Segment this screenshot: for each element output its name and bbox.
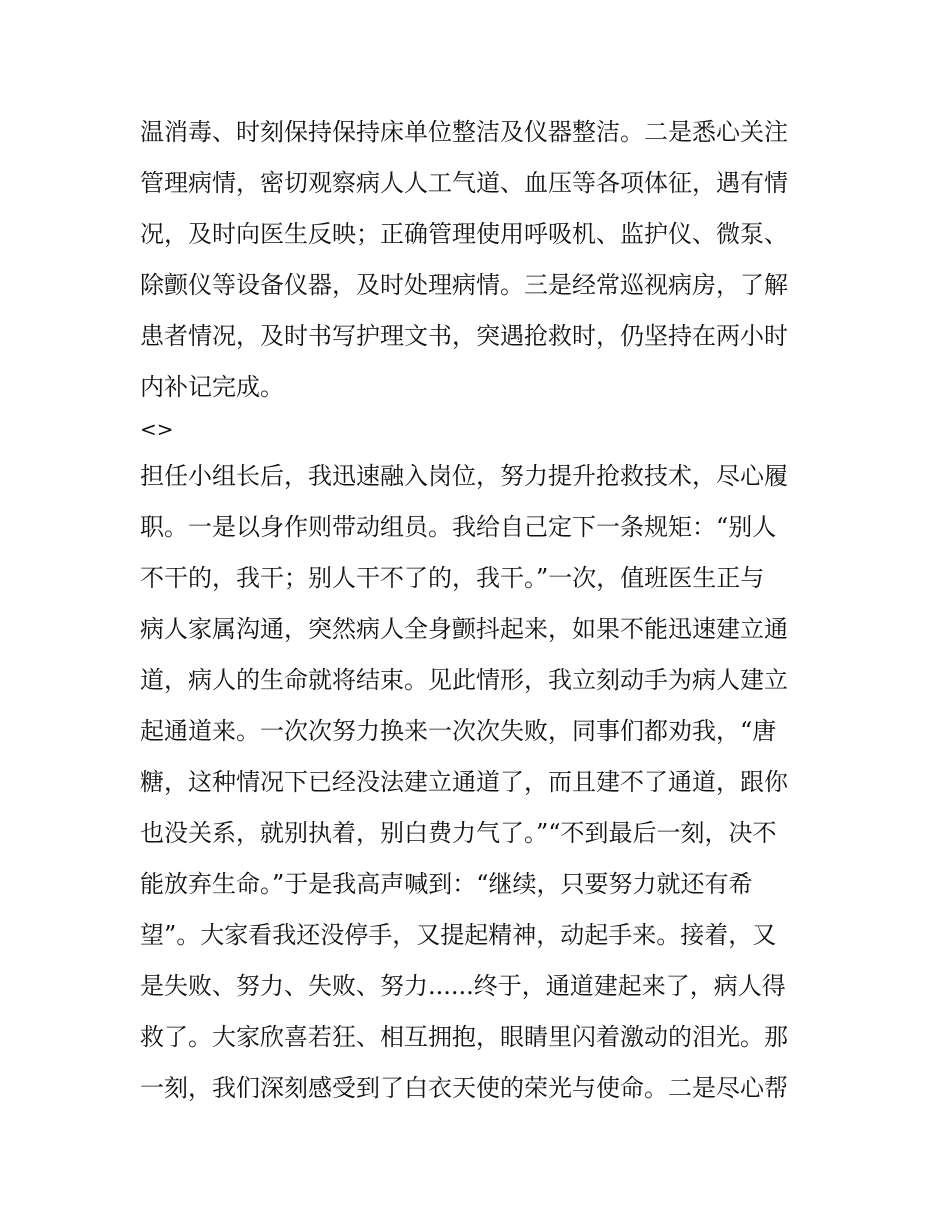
- paragraph-line: 管理病情，密切观察病人人工气道、血压等各项体征，遇有情: [140, 169, 788, 197]
- paragraph-line: 能放弃生命。”于是我高声喊到：“继续，只要努力就还有希: [140, 870, 753, 898]
- paragraph-line: 道，病人的生命就将结束。见此情形，我立刻动手为病人建立: [140, 666, 788, 694]
- paragraph-line: 职。一是以身作则带动组员。我给自己定下一条规矩：“别人: [140, 513, 777, 541]
- paragraph-line: 患者情况，及时书写护理文书，突遇抢救时，仍坚持在两小时: [140, 322, 788, 350]
- paragraph-line: 温消毒、时刻保持保持床单位整洁及仪器整洁。二是悉心关注: [140, 118, 788, 146]
- paragraph-line: 不干的，我干；别人干不了的，我干。”一次，值班医生正与: [140, 564, 765, 592]
- paragraph-line: 是失败、努力、失败、努力......终于，通道建起来了，病人得: [140, 972, 786, 1000]
- paragraph-1: [140, 107, 820, 413]
- paragraph-line: 病人家属沟通，突然病人全身颤抖起来，如果不能迅速建立通: [140, 615, 788, 643]
- paragraph-line: 除颤仪等设备仪器，及时处理病情。三是经常巡视病房，了解: [140, 271, 788, 299]
- paragraph-line: 内补记完成。: [140, 373, 284, 401]
- paragraph-line: 望”。大家看我还没停手，又提起精神，动起手来。接着，又: [140, 921, 777, 949]
- paragraph-line: 糖，这种情况下已经没法建立通道了，而且建不了通道，跟你: [140, 768, 788, 796]
- paragraph-line: 况，及时向医生反映；正确管理使用呼吸机、监护仪、微泵、: [140, 220, 788, 248]
- paragraph-line: 起通道来。一次次努力换来一次次失败，同事们都劝我，“唐: [140, 717, 777, 745]
- paragraph-line: 也没关系，就别执着，别白费力气了。”“不到最后一刻，决不: [140, 819, 777, 847]
- paragraph-line: 一刻，我们深刻感受到了白衣天使的荣光与使命。二是尽心帮: [140, 1074, 788, 1102]
- paragraph-2: [140, 451, 820, 1114]
- paragraph-line: 救了。大家欣喜若狂、相互拥抱，眼睛里闪着激动的泪光。那: [140, 1023, 788, 1051]
- section-marker: <>: [140, 417, 174, 441]
- paragraph-line: 担任小组长后，我迅速融入岗位，努力提升抢救技术，尽心履: [140, 462, 788, 490]
